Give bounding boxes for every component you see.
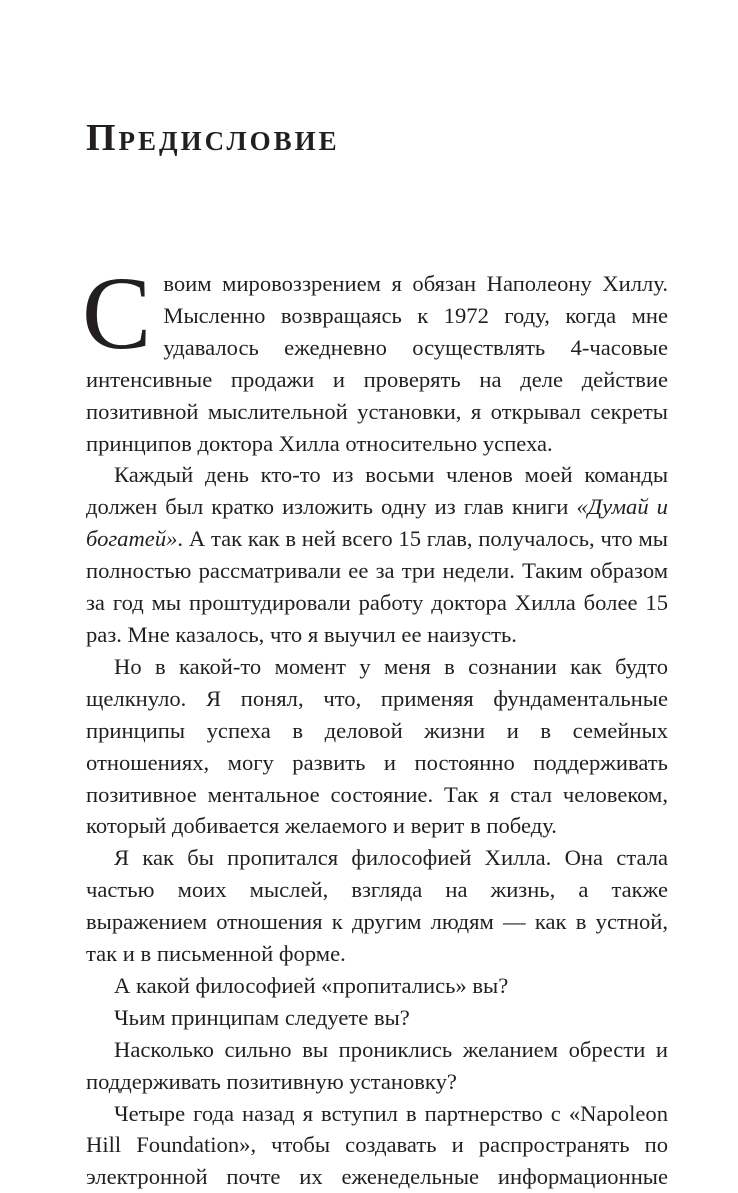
paragraph-8: Четыре года назад я вступил в партнерство с «Napoleon Hill Foundation», чтобы создавать и распространять по электронной почте их еженедельные информационные [86, 1100, 668, 1190]
paragraph-4: Я как бы пропитался философией Хилла. Она стала частью моих мыслей, взгляда на жизнь, а также выражением отношения к другим людям — как в устной, так и в письменной форме. [86, 845, 668, 967]
question-1: А какой философией «пропитались» вы? [114, 972, 509, 998]
paragraph-2 [86, 459, 668, 650]
drop-cap: С [82, 256, 152, 371]
paragraph-3: Но в какой-то момент у меня в сознании как будто щелкнуло. Я понял, что, применяя фундаментальные принципы успеха в деловой жизни и в семейных отношениях, могу развить и постоянно поддерживать позитивное ментальное состояние. Так я стал человеком, который добивается желаемого и верит в победу. [86, 653, 668, 839]
question-2: Чьим принципам следуете вы? [114, 1004, 410, 1030]
paragraph-1-text: воим мировоззрением я обязан Наполеону Хиллу. Мысленно возвращаясь к 1972 году, когда мне удавалось ежедневно осуществлять 4-часовые интенсивные продажи и проверять на деле действие позитивной мыслительной установки, я открывал секреты принципов доктора Хилла относительно успеха. [86, 271, 668, 456]
body-text [82, 256, 668, 1193]
paragraph-2-text-end: . А так как в ней всего 15 глав, получалось, что мы полностью рассматривали ее за три недели. Таким образом за год мы проштудировали работу доктора Хилла более 15 раз. Мне казалось, что я выучил ее наизусть. [86, 526, 668, 647]
book-title: «Думай и богатей» [86, 494, 668, 552]
chapter-title: Предисловие [86, 117, 340, 159]
question-3: Насколько сильно вы прониклись желанием обрести и поддерживать позитивную установку? [86, 1036, 668, 1094]
paragraph-1 [82, 256, 668, 459]
paragraph-2-text-start: Каждый день кто-то из восьми членов моей команды должен был кратко изложить одну из глав книги [86, 462, 668, 520]
